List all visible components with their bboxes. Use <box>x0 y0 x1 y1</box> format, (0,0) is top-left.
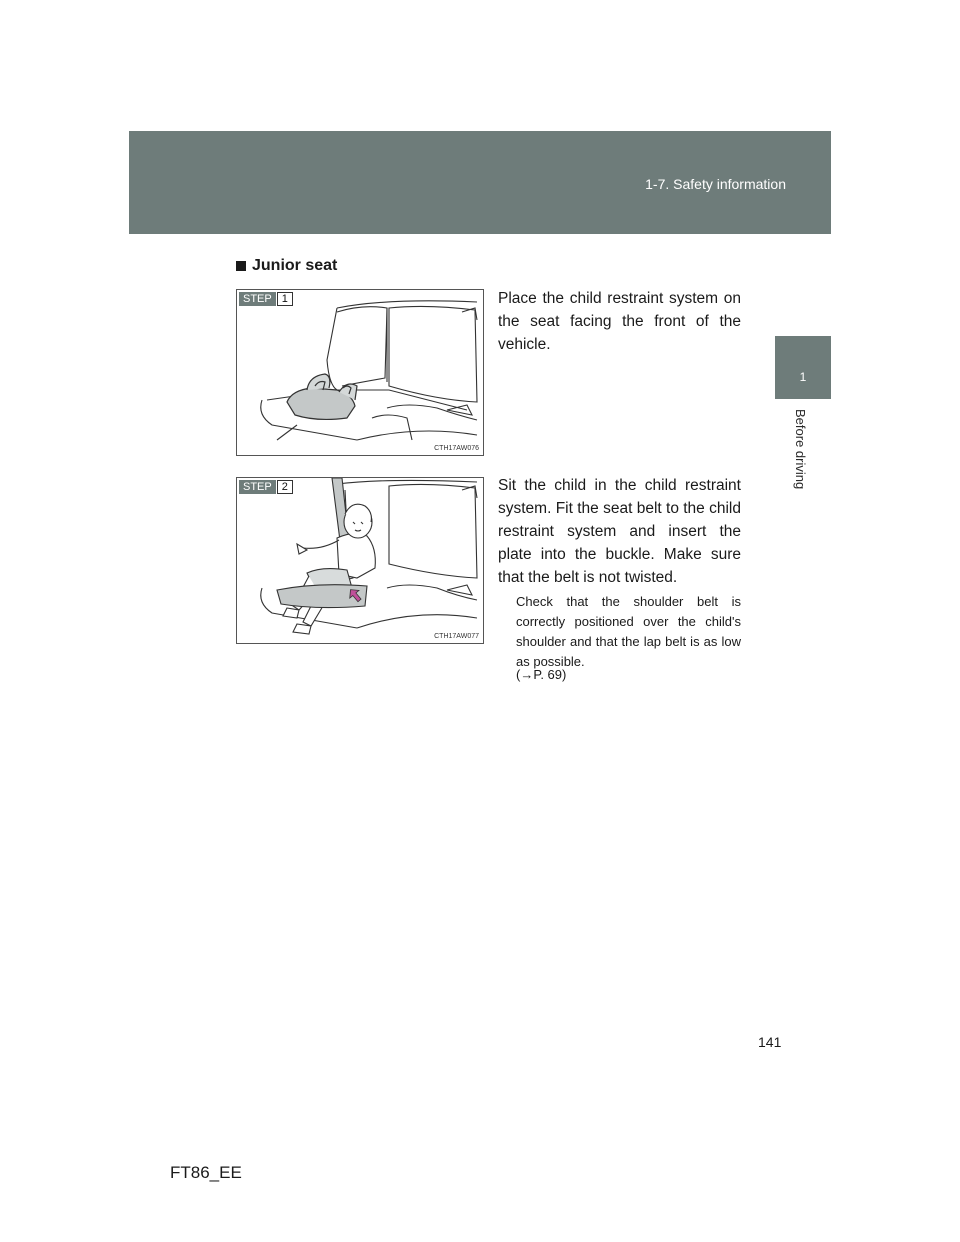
document-code: FT86_EE <box>170 1163 242 1182</box>
figure-step-1 <box>236 289 484 456</box>
section-heading <box>236 257 337 275</box>
step-1-text: Place the child restraint system on the seat facing the front of the vehicle. <box>498 290 741 353</box>
page-number: 141 <box>758 1034 782 1050</box>
chapter-number: 1 <box>799 370 807 384</box>
step-2-note: Check that the shoulder belt is correctly positioned over the child's shoulder and that the lap belt is as low as possible. <box>516 594 741 669</box>
step-2-text: Sit the child in the child restraint system. Fit the seat belt to the child restraint system and insert the plate into the buckle. Make sure that the belt is not twisted. <box>498 477 741 586</box>
chapter-tab[interactable] <box>775 336 831 399</box>
step-number: 1 <box>277 292 293 306</box>
step-badge <box>239 480 293 494</box>
section-title: 1-7. Safety information <box>645 176 786 192</box>
figure-code: CTH17AW077 <box>434 633 479 640</box>
header-band <box>129 131 831 234</box>
square-bullet-icon <box>236 261 246 271</box>
step-number: 2 <box>277 480 293 494</box>
figure-code: CTH17AW076 <box>434 445 479 452</box>
page-reference-link[interactable]: (→P. 69) <box>516 667 567 682</box>
booster-seat-illustration <box>237 290 484 456</box>
section-heading-text: Junior seat <box>252 257 338 274</box>
step-badge <box>239 292 293 306</box>
chapter-label: Before driving <box>793 409 808 490</box>
step-word: STEP <box>239 292 276 306</box>
figure-step-2 <box>236 477 484 644</box>
child-seated-illustration <box>237 478 484 644</box>
step-word: STEP <box>239 480 276 494</box>
